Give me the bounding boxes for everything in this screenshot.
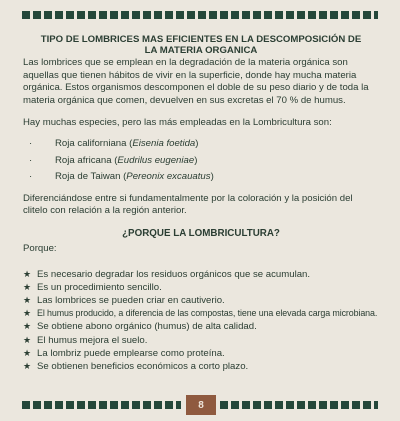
star-icon: ★	[23, 294, 32, 305]
star-icon: ★	[23, 281, 32, 292]
section-title: TIPO DE LOMBRICES MAS EFICIENTES EN LA DESCOMPOSICIÓN DE LA MATERIA ORGANICA	[40, 34, 362, 57]
subsection-title: ¿PORQUE LA LOMBRICULTURA?	[122, 227, 280, 239]
bottom-decorative-border-right	[220, 401, 378, 409]
bottom-decorative-border-left	[22, 401, 181, 409]
star-icon: ★	[23, 361, 32, 372]
reasons-list	[23, 268, 379, 374]
star-icon: ★	[23, 321, 32, 332]
porque-label: Porque:	[23, 242, 57, 254]
bullet-icon: ·	[29, 154, 33, 166]
top-decorative-border	[22, 11, 378, 19]
star-icon: ★	[23, 334, 32, 345]
list-item: ★ El humus mejora el suelo.	[23, 334, 148, 346]
species-list	[23, 137, 379, 183]
star-icon: ★	[23, 308, 32, 319]
list-item: ★ Se obtienen beneficios económicos a corto plazo.	[23, 361, 249, 373]
bullet-icon: ·	[29, 138, 33, 150]
list-item: · Roja californiana (Eisenia foetida)	[29, 138, 199, 150]
intro-paragraph: Las lombrices que se emplean en la degradación de la materia orgánica son aquellas que tienen hábitos de vivir en la superficie, donde hay mucha materia orgánica. Estos organismos descomponen el doble de su peso diario y de toda la materia orgánica que comen, devuelven en sus excretas el 70 % de humus.	[23, 57, 369, 107]
list-item: · Roja de Taiwan (Pereonix excauatus)	[29, 171, 214, 183]
star-icon: ★	[23, 347, 32, 358]
bullet-icon: ·	[29, 171, 33, 183]
difference-paragraph: Diferenciándose entre si fundamentalmente por la coloración y la posición del clitelo con relación a la región anterior.	[23, 192, 353, 217]
list-item: ★ El humus producido, a diferencia de las compostas, tiene una elevada carga microbiana.	[23, 308, 378, 319]
list-item: · Roja africana (Eudrilus eugeniae)	[29, 154, 198, 166]
list-item: ★ Las lombrices se pueden criar en cautiverio.	[23, 294, 225, 306]
list-item: ★ La lombriz puede emplearse como proteína.	[23, 347, 225, 359]
star-icon: ★	[23, 268, 32, 279]
list-item: ★ Es un procedimiento sencillo.	[23, 281, 162, 293]
page-content	[23, 34, 379, 373]
list-item: ★ Se obtiene abono orgánico (humus) de alta calidad.	[23, 321, 257, 333]
list-item: ★ Es necesario degradar los residuos orgánicos que se acumulan.	[23, 268, 311, 280]
species-intro: Hay muchas especies, pero las más empleadas en la Lombricultura son:	[23, 116, 332, 128]
page-number: 8	[186, 395, 216, 415]
